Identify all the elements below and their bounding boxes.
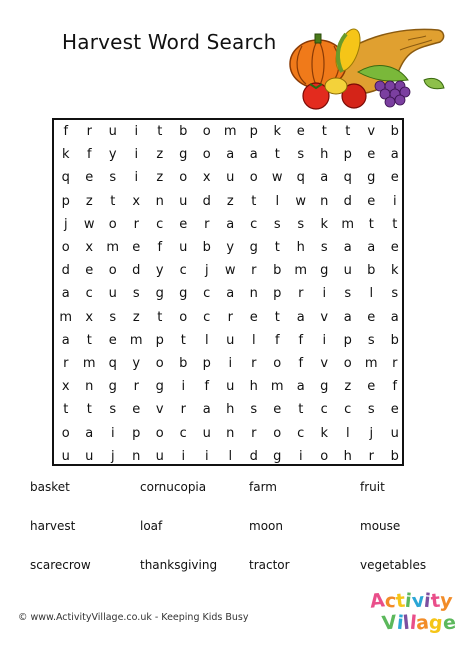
grid-letter: s bbox=[367, 332, 375, 348]
grid-letter: x bbox=[202, 170, 211, 186]
grid-letter: t bbox=[345, 124, 351, 139]
word-list-item: farm bbox=[249, 480, 277, 494]
grid-letter: b bbox=[390, 332, 399, 348]
grid-letter: f bbox=[298, 332, 304, 348]
grid-letter: o bbox=[61, 425, 70, 441]
grid-letter: i bbox=[181, 448, 186, 464]
grid-letter: e bbox=[367, 309, 376, 325]
grid-letter: f bbox=[298, 356, 304, 371]
grid-letter: e bbox=[108, 332, 117, 348]
grid-letter: j bbox=[110, 448, 115, 464]
grid-letter: p bbox=[343, 332, 352, 348]
grid-letter: u bbox=[226, 170, 235, 186]
grid-row bbox=[54, 448, 402, 471]
grid-letter: c bbox=[156, 216, 164, 232]
grid-row bbox=[54, 355, 402, 378]
grid-letter: m bbox=[129, 332, 143, 348]
grid-row bbox=[54, 169, 402, 192]
grid-letter: t bbox=[274, 147, 280, 163]
grid-letter: z bbox=[344, 379, 352, 395]
grid-letter: h bbox=[296, 240, 305, 255]
cornucopia-illustration bbox=[288, 20, 448, 112]
grid-letter: l bbox=[345, 425, 350, 441]
grid-letter: a bbox=[202, 402, 211, 418]
grid-letter: h bbox=[249, 379, 258, 395]
grid-letter: y bbox=[226, 240, 235, 255]
grid-letter: z bbox=[132, 309, 140, 325]
grid-letter: l bbox=[251, 332, 256, 348]
grid-letter: c bbox=[85, 286, 93, 302]
grid-letter: t bbox=[110, 193, 116, 209]
grid-letter: x bbox=[85, 309, 94, 325]
grid-letter: b bbox=[202, 240, 211, 255]
grid-letter: b bbox=[273, 263, 282, 279]
grid-letter: e bbox=[390, 170, 399, 186]
grid-letter: u bbox=[226, 379, 235, 395]
grid-letter: x bbox=[85, 240, 94, 255]
grid-letter: a bbox=[367, 240, 376, 255]
grid-letter: t bbox=[251, 193, 257, 209]
grid-letter: y bbox=[132, 356, 141, 371]
grid-letter: n bbox=[249, 286, 258, 302]
word-list-item: vegetables bbox=[360, 558, 427, 572]
word-list-item: basket bbox=[30, 480, 70, 494]
grid-letter: y bbox=[155, 263, 164, 279]
grid-letter: r bbox=[251, 263, 257, 279]
grid-letter: e bbox=[179, 216, 188, 232]
grid-letter: o bbox=[108, 216, 117, 232]
grid-letter: h bbox=[226, 402, 235, 418]
word-list-item: cornucopia bbox=[140, 480, 207, 494]
grid-letter: e bbox=[390, 402, 399, 418]
grid-letter: w bbox=[224, 263, 236, 279]
grid-letter: k bbox=[273, 124, 282, 139]
grid-row bbox=[54, 285, 402, 308]
grid-letter: p bbox=[202, 356, 211, 371]
grid-letter: l bbox=[369, 286, 374, 302]
grid-letter: r bbox=[298, 286, 304, 302]
word-list-item: scarecrow bbox=[30, 558, 91, 572]
grid-letter: o bbox=[202, 124, 211, 139]
grid-letter: e bbox=[273, 402, 282, 418]
grid-letter: t bbox=[368, 216, 374, 232]
grid-letter: t bbox=[63, 402, 69, 418]
grid-letter: s bbox=[297, 147, 305, 163]
grid-letter: u bbox=[85, 448, 94, 464]
grid-letter: g bbox=[249, 240, 258, 255]
grid-letter: t bbox=[274, 309, 280, 325]
word-list-item: loaf bbox=[140, 519, 163, 533]
grid-letter: a bbox=[390, 147, 399, 163]
grid-row bbox=[54, 239, 402, 262]
grid-letter: h bbox=[343, 448, 352, 464]
word-list-item: tractor bbox=[249, 558, 290, 572]
grid-letter: o bbox=[202, 147, 211, 163]
grid-letter: w bbox=[83, 216, 95, 232]
grid-letter: o bbox=[61, 240, 70, 255]
grid-letter: t bbox=[274, 240, 280, 255]
grid-letter: v bbox=[320, 356, 329, 371]
grid-letter: r bbox=[86, 124, 92, 139]
grid-letter: t bbox=[86, 332, 92, 348]
grid-letter: m bbox=[106, 240, 120, 255]
logo-line-1: Activity bbox=[368, 589, 454, 613]
grid-letter: b bbox=[367, 263, 376, 279]
grid-row bbox=[54, 378, 402, 401]
grid-letter: x bbox=[132, 193, 141, 209]
grid-letter: a bbox=[249, 147, 258, 163]
grid-letter: h bbox=[320, 147, 329, 163]
grid-letter: u bbox=[343, 263, 352, 279]
grid-letter: k bbox=[390, 263, 399, 279]
grid-letter: p bbox=[132, 425, 141, 441]
grid-letter: u bbox=[61, 448, 70, 464]
grid-letter: a bbox=[226, 147, 235, 163]
grid-letter: e bbox=[132, 402, 141, 418]
grid-letter: q bbox=[108, 356, 117, 371]
grid-letter: g bbox=[155, 379, 164, 395]
grid-letter: a bbox=[61, 332, 70, 348]
grid-letter: f bbox=[157, 240, 163, 255]
grid-letter: i bbox=[322, 286, 327, 302]
grid-letter: e bbox=[367, 147, 376, 163]
grid-letter: v bbox=[155, 402, 164, 418]
grid-letter: c bbox=[179, 263, 187, 279]
grid-letter: p bbox=[155, 332, 164, 348]
grid-letter: s bbox=[320, 240, 328, 255]
grid-letter: n bbox=[132, 448, 141, 464]
grid-letter: c bbox=[320, 402, 328, 418]
grid-letter: e bbox=[296, 124, 305, 139]
grid-letter: z bbox=[156, 147, 164, 163]
grid-letter: n bbox=[85, 379, 94, 395]
grid-letter: i bbox=[110, 425, 115, 441]
grid-letter: b bbox=[179, 124, 188, 139]
grid-letter: a bbox=[226, 216, 235, 232]
grid-letter: r bbox=[227, 309, 233, 325]
grid-letter: v bbox=[367, 124, 376, 139]
grid-letter: a bbox=[320, 170, 329, 186]
grid-letter: t bbox=[321, 124, 327, 139]
grid-letter: d bbox=[132, 263, 141, 279]
word-list-item: thanksgiving bbox=[140, 558, 218, 572]
grid-letter: s bbox=[297, 216, 305, 232]
grid-letter: f bbox=[63, 124, 69, 139]
grid-letter: m bbox=[294, 263, 308, 279]
grid-letter: i bbox=[134, 147, 139, 163]
grid-letter: f bbox=[204, 379, 210, 395]
grid-letter: p bbox=[273, 286, 282, 302]
grid-letter: c bbox=[250, 216, 258, 232]
grid-letter: c bbox=[179, 425, 187, 441]
word-list-item: moon bbox=[249, 519, 283, 533]
grid-letter: k bbox=[320, 216, 329, 232]
grid-letter: i bbox=[134, 170, 139, 186]
grid-letter: d bbox=[343, 193, 352, 209]
grid-letter: e bbox=[85, 170, 94, 186]
grid-row bbox=[54, 216, 402, 239]
grid-letter: a bbox=[226, 286, 235, 302]
grid-letter: z bbox=[226, 193, 234, 209]
grid-letter: c bbox=[344, 402, 352, 418]
grid-letter: s bbox=[109, 170, 117, 186]
grid-letter: a bbox=[61, 286, 70, 302]
grid-letter: g bbox=[367, 170, 376, 186]
grid-letter: c bbox=[203, 286, 211, 302]
grid-letter: u bbox=[108, 124, 117, 139]
grid-letter: o bbox=[155, 425, 164, 441]
grid-letter: s bbox=[109, 309, 117, 325]
grid-row bbox=[54, 332, 402, 355]
grid-letter: f bbox=[274, 332, 280, 348]
grid-letter: u bbox=[202, 425, 211, 441]
grid-letter: e bbox=[390, 240, 399, 255]
grid-letter: o bbox=[249, 170, 258, 186]
word-list-item: mouse bbox=[360, 519, 401, 533]
grid-letter: a bbox=[85, 425, 94, 441]
grid-letter: n bbox=[155, 193, 164, 209]
grid-letter: a bbox=[296, 309, 305, 325]
grid-letter: t bbox=[180, 332, 186, 348]
grid-letter: i bbox=[134, 124, 139, 139]
grid-letter: s bbox=[367, 402, 375, 418]
grid-letter: d bbox=[202, 193, 211, 209]
grid-letter: r bbox=[392, 356, 398, 371]
grid-row bbox=[54, 309, 402, 332]
grid-letter: c bbox=[203, 309, 211, 325]
grid-letter: i bbox=[392, 193, 397, 209]
grid-letter: j bbox=[369, 425, 374, 441]
word-list-item: fruit bbox=[360, 480, 385, 494]
grid-letter: q bbox=[343, 170, 352, 186]
grid-letter: f bbox=[86, 147, 92, 163]
grid-letter: p bbox=[61, 193, 70, 209]
grid-letter: r bbox=[204, 216, 210, 232]
grid-letter: y bbox=[108, 147, 117, 163]
grid-letter: j bbox=[63, 216, 68, 232]
word-list-item: harvest bbox=[30, 519, 76, 533]
grid-letter: b bbox=[390, 124, 399, 139]
grid-letter: i bbox=[204, 448, 209, 464]
grid-letter: m bbox=[59, 309, 73, 325]
grid-letter: e bbox=[367, 379, 376, 395]
grid-letter: e bbox=[249, 309, 258, 325]
grid-letter: s bbox=[132, 286, 140, 302]
grid-letter: n bbox=[226, 425, 235, 441]
logo-line-2: Village bbox=[380, 611, 457, 635]
grid-row bbox=[54, 146, 402, 169]
grid-letter: s bbox=[391, 286, 399, 302]
grid-letter: k bbox=[61, 147, 70, 163]
grid-letter: i bbox=[298, 448, 303, 464]
grid-letter: r bbox=[368, 448, 374, 464]
grid-letter: g bbox=[108, 379, 117, 395]
grid-letter: i bbox=[181, 379, 186, 395]
grid-letter: a bbox=[390, 309, 399, 325]
grid-letter: t bbox=[86, 402, 92, 418]
grid-letter: m bbox=[223, 124, 237, 139]
grid-letter: t bbox=[157, 124, 163, 139]
grid-letter: g bbox=[320, 379, 329, 395]
grid-letter: r bbox=[133, 216, 139, 232]
grid-letter: l bbox=[204, 332, 209, 348]
grid-letter: d bbox=[61, 263, 70, 279]
grid-letter: m bbox=[270, 379, 284, 395]
grid-letter: u bbox=[108, 286, 117, 302]
grid-letter: e bbox=[367, 193, 376, 209]
grid-row bbox=[54, 425, 402, 448]
grid-letter: g bbox=[320, 263, 329, 279]
grid-letter: r bbox=[251, 356, 257, 371]
grid-letter: q bbox=[61, 170, 70, 186]
grid-letter: s bbox=[109, 402, 117, 418]
grid-letter: s bbox=[273, 216, 281, 232]
grid-letter: d bbox=[249, 448, 258, 464]
grid-letter: u bbox=[226, 332, 235, 348]
grid-letter: s bbox=[250, 402, 258, 418]
grid-row bbox=[54, 401, 402, 424]
grid-letter: j bbox=[204, 263, 209, 279]
grid-letter: o bbox=[320, 448, 329, 464]
grid-letter: u bbox=[179, 240, 188, 255]
grid-letter: o bbox=[273, 425, 282, 441]
grid-letter: r bbox=[251, 425, 257, 441]
grid-letter: g bbox=[273, 448, 282, 464]
grid-letter: b bbox=[179, 356, 188, 371]
grid-letter: t bbox=[298, 402, 304, 418]
grid-letter: l bbox=[228, 448, 233, 464]
grid-letter: t bbox=[392, 216, 398, 232]
grid-letter: o bbox=[179, 170, 188, 186]
page-title: Harvest Word Search bbox=[62, 30, 277, 54]
grid-letter: r bbox=[63, 356, 69, 371]
grid-letter: r bbox=[180, 402, 186, 418]
grid-letter: m bbox=[364, 356, 378, 371]
grid-letter: o bbox=[273, 356, 282, 371]
grid-letter: n bbox=[320, 193, 329, 209]
grid-letter: t bbox=[157, 309, 163, 325]
grid-letter: o bbox=[155, 356, 164, 371]
grid-letter: l bbox=[275, 193, 280, 209]
grid-letter: u bbox=[179, 193, 188, 209]
grid-letter: k bbox=[320, 425, 329, 441]
grid-row bbox=[54, 193, 402, 216]
grid-letter: m bbox=[82, 356, 96, 371]
grid-letter: p bbox=[249, 124, 258, 139]
grid-letter: i bbox=[228, 356, 233, 371]
grid-letter: e bbox=[132, 240, 141, 255]
grid-row bbox=[54, 123, 402, 146]
word-search-grid bbox=[52, 118, 404, 466]
grid-letter: p bbox=[343, 147, 352, 163]
grid-letter: c bbox=[297, 425, 305, 441]
grid-letter: g bbox=[179, 286, 188, 302]
grid-letter: s bbox=[344, 286, 352, 302]
grid-letter: q bbox=[296, 170, 305, 186]
grid-letter: f bbox=[392, 379, 398, 395]
grid-letter: r bbox=[133, 379, 139, 395]
grid-letter: o bbox=[108, 263, 117, 279]
grid-letter: o bbox=[179, 309, 188, 325]
grid-letter: w bbox=[295, 193, 307, 209]
grid-letter: a bbox=[296, 379, 305, 395]
grid-letter: u bbox=[390, 425, 399, 441]
grid-letter: g bbox=[179, 147, 188, 163]
grid-letter: v bbox=[320, 309, 329, 325]
activity-village-logo bbox=[368, 582, 457, 642]
copyright-footer: © www.ActivityVillage.co.uk - Keeping Kids Busy bbox=[18, 612, 249, 623]
grid-letter: b bbox=[390, 448, 399, 464]
grid-letter: a bbox=[343, 309, 352, 325]
grid-letter: z bbox=[156, 170, 164, 186]
grid-letter: u bbox=[155, 448, 164, 464]
grid-letter: e bbox=[85, 263, 94, 279]
grid-letter: i bbox=[322, 332, 327, 348]
grid-letter: a bbox=[343, 240, 352, 255]
grid-letter: x bbox=[61, 379, 70, 395]
grid-letter: w bbox=[271, 170, 283, 186]
grid-letter: m bbox=[341, 216, 355, 232]
grid-letter: o bbox=[343, 356, 352, 371]
grid-letter: g bbox=[155, 286, 164, 302]
grid-row bbox=[54, 262, 402, 285]
grid-letter: z bbox=[85, 193, 93, 209]
